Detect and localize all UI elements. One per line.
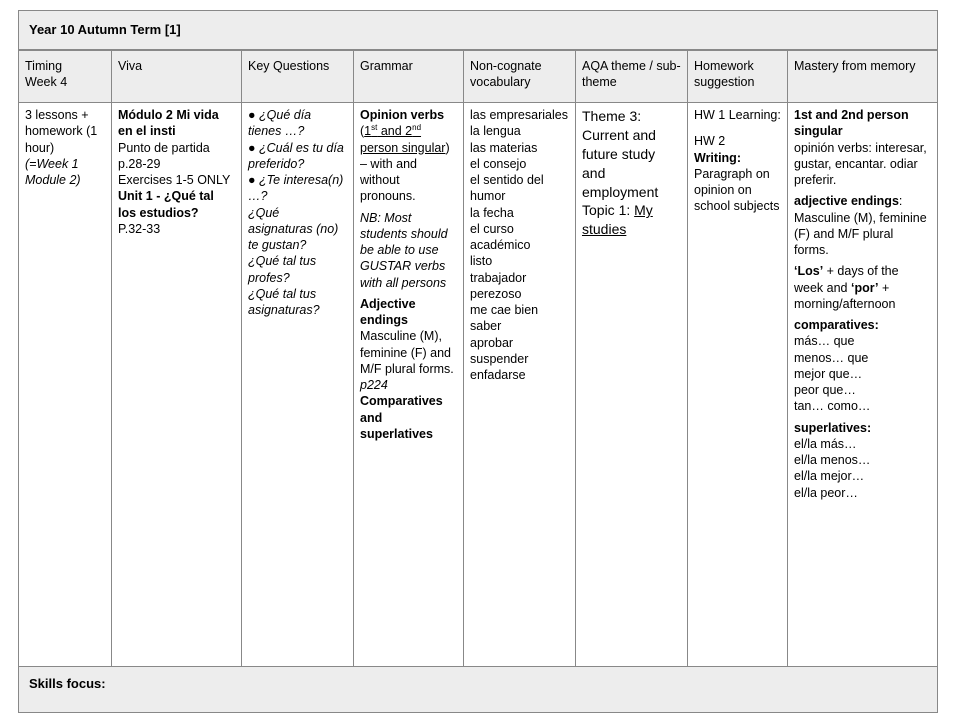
mastery-superlative: el/la mejor… xyxy=(794,469,865,484)
mastery-superlative: el/la más… xyxy=(794,436,857,451)
mastery-por: ‘por’ xyxy=(850,280,879,295)
timing-note: (=Week 1 Module 2) xyxy=(25,156,81,187)
mastery-los-mid: + days of the week and xyxy=(794,264,899,295)
grammar-cell xyxy=(354,103,464,667)
grammar-first-sup: st xyxy=(371,123,378,133)
viva-module: Módulo 2 Mi vida en el insti xyxy=(118,108,219,139)
content-row xyxy=(19,103,938,667)
grammar-nb-note: NB: Most students should be able to use GUSTAR verbs with all persons xyxy=(360,210,448,290)
key-question: ● ¿Te interesa(n) …? xyxy=(248,173,344,204)
mastery-superlative: el/la menos… xyxy=(794,453,871,467)
timing-cell xyxy=(19,103,112,667)
homework-two: HW 2 xyxy=(694,134,726,149)
viva-punto: Punto de partida p.28-29 xyxy=(118,140,210,171)
vocab-item: la lengua xyxy=(470,124,521,139)
grammar-opinion-heading: Opinion verbs xyxy=(360,108,445,122)
mastery-first-text: opinión verbs: interesar, gustar, encantar. odiar preferir. xyxy=(794,140,927,187)
mastery-first-heading: 1st and 2nd person singular xyxy=(794,108,909,139)
grammar-comparatives-heading: Comparatives and superlatives xyxy=(360,394,443,441)
grammar-person-singular: person singular xyxy=(360,140,446,155)
vocab-item: me cae bien xyxy=(470,303,539,317)
title-row xyxy=(19,11,938,51)
vocab-item: el consejo xyxy=(470,156,527,171)
mastery-comparative: menos… que xyxy=(794,350,869,365)
timing-main: 3 lessons + homework (1 hour) xyxy=(25,108,98,155)
lesson-plan-table xyxy=(18,10,938,713)
viva-exercises: Exercises 1-5 ONLY xyxy=(118,173,231,187)
header-row xyxy=(19,50,938,103)
mastery-los-por xyxy=(794,263,931,312)
mastery-comparative: más… que xyxy=(794,334,855,349)
header-timing-week: Week 4 xyxy=(25,75,68,90)
vocab-item: las empresariales xyxy=(470,108,568,122)
mastery-adjective-text: Masculine (M), feminine (F) and M/F plural forms. xyxy=(794,210,927,257)
grammar-adjective-text: Masculine (M), feminine (F) and M/F plural forms. xyxy=(360,329,454,376)
vocab-item: el curso académico xyxy=(470,221,531,252)
grammar-adjective-heading: Adjective endings xyxy=(360,296,416,327)
homework-writing-text: Paragraph on opinion on school subjects xyxy=(694,166,780,214)
header-viva: Viva xyxy=(112,50,242,103)
grammar-persons xyxy=(360,124,445,154)
grammar-first: 1 xyxy=(364,124,372,139)
header-grammar: Grammar xyxy=(354,50,464,103)
vocab-item: suspender xyxy=(470,351,529,366)
key-question: ● ¿Qué día tienes …? xyxy=(248,108,312,139)
header-timing xyxy=(19,50,112,103)
table-title: Year 10 Autumn Term [1] xyxy=(19,11,938,51)
header-timing-label: Timing xyxy=(25,59,63,73)
grammar-pronouns: ) – with and without pronouns. xyxy=(360,140,450,204)
header-theme: AQA theme / sub-theme xyxy=(576,50,688,103)
mastery-adjective-colon: : xyxy=(898,194,903,209)
header-homework: Homework suggestion xyxy=(688,50,788,103)
grammar-paren: ( xyxy=(360,124,365,139)
theme-topic-link[interactable]: My studies xyxy=(582,202,653,238)
homework-writing-label: Writing: xyxy=(694,150,741,165)
mastery-superlative: el/la peor… xyxy=(794,485,858,500)
key-question: ¿Qué asignaturas (no) te gustan? xyxy=(248,205,339,252)
vocab-item: enfadarse xyxy=(470,368,526,382)
key-question: ¿Qué tal tus profes? xyxy=(248,254,317,285)
skills-row xyxy=(19,667,938,713)
skills-focus-label: Skills focus: xyxy=(19,667,938,713)
grammar-page-ref: p224 xyxy=(360,378,388,392)
vocab-item: saber xyxy=(470,319,502,334)
vocab-item: las materias xyxy=(470,140,538,155)
vocab-item: trabajador xyxy=(470,270,527,285)
viva-pages: P.32-33 xyxy=(118,221,161,236)
grammar-second-sup: nd xyxy=(412,123,422,133)
vocab-item: aprobar xyxy=(470,335,514,350)
theme-text: Theme 3: Current and future study and employment Topic 1: xyxy=(582,108,659,219)
vocab-item: listo xyxy=(470,254,493,269)
header-mastery: Mastery from memory xyxy=(788,50,938,103)
mastery-comparative: peor que… xyxy=(794,383,856,397)
mastery-los: ‘Los’ xyxy=(794,264,824,279)
key-question: ● ¿Cuál es tu día preferido? xyxy=(248,140,344,171)
mastery-los-end: + morning/afternoon xyxy=(794,280,896,311)
vocab-item: perezoso xyxy=(470,286,522,301)
homework-cell xyxy=(688,103,788,667)
theme-cell xyxy=(576,103,688,667)
mastery-comparative: tan… como… xyxy=(794,399,871,414)
viva-unit: Unit 1 - ¿Qué tal los estudios? xyxy=(118,189,214,220)
key-question: ¿Qué tal tus asignaturas? xyxy=(248,286,320,317)
mastery-cell xyxy=(788,103,938,667)
header-vocabulary: Non-cognate vocabulary xyxy=(464,50,576,103)
vocabulary-cell xyxy=(464,103,576,667)
mastery-adjective xyxy=(794,193,931,258)
vocab-item: el sentido del humor xyxy=(470,173,544,204)
homework-one: HW 1 Learning: xyxy=(694,108,781,122)
viva-cell xyxy=(112,103,242,667)
grammar-second: and 2 xyxy=(377,124,413,139)
mastery-comparative: mejor que… xyxy=(794,366,863,381)
mastery-adjective-label: adjective endings xyxy=(794,194,899,209)
header-key-questions: Key Questions xyxy=(242,50,354,103)
mastery-superlatives-heading: superlatives: xyxy=(794,420,872,435)
vocab-item: la fecha xyxy=(470,205,514,220)
grammar-opinion-detail xyxy=(360,123,457,204)
mastery-comparatives-heading: comparatives: xyxy=(794,318,879,332)
key-questions-cell xyxy=(242,103,354,667)
